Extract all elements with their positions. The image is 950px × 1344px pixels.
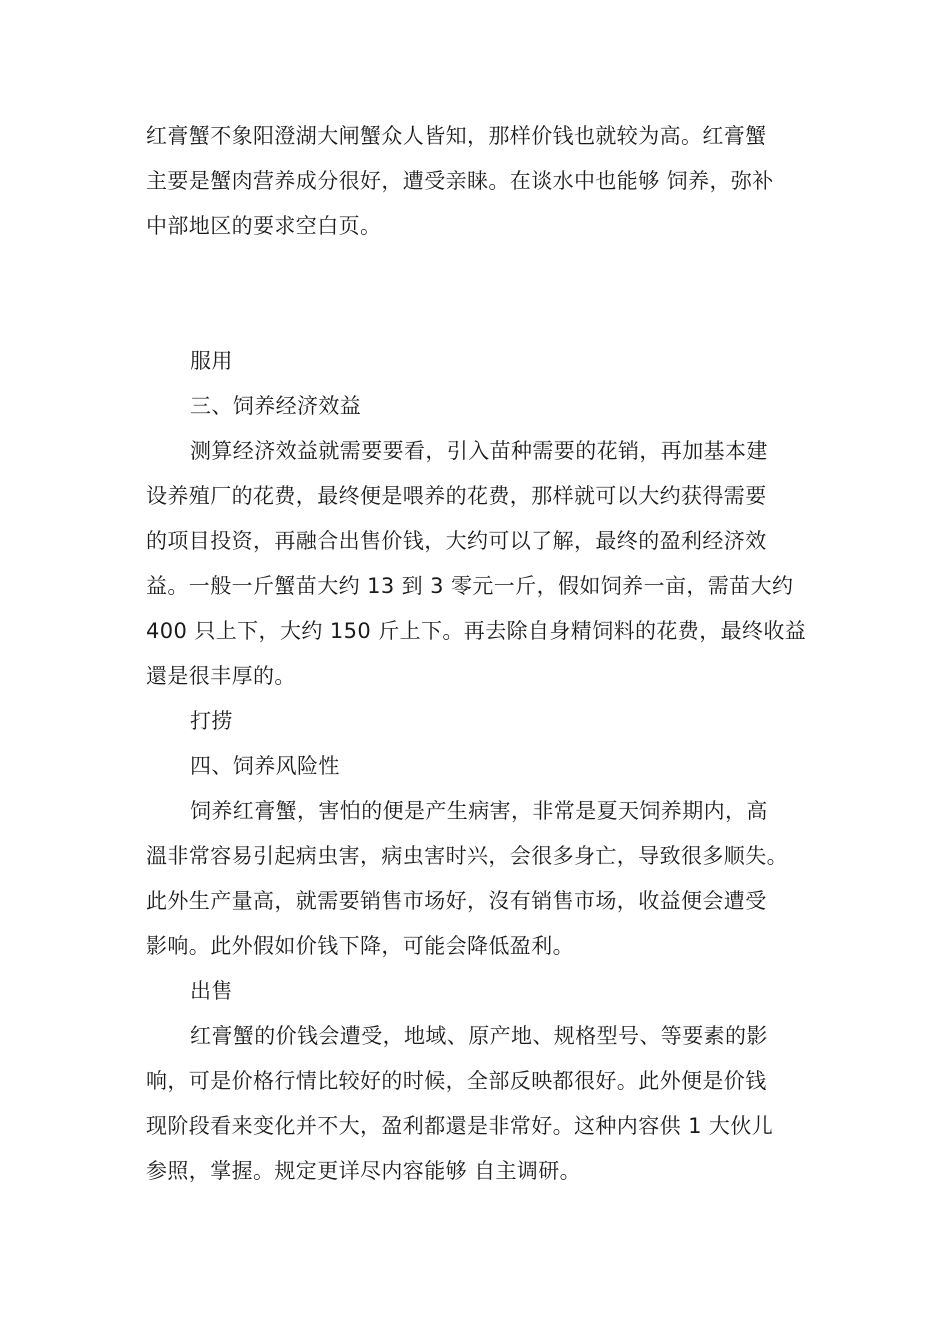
paragraph-line: 现阶段看来变化并不大，盈利都還是非常好。这种内容供 1 大伙儿 <box>146 1114 774 1138</box>
paragraph-line: 参照，掌握。规定更详尽内容能够 自主调研。 <box>146 1159 582 1183</box>
section-label: 打捞 <box>190 709 233 733</box>
paragraph-line: 测算经济效益就需要要看，引入苗种需要的花销，再加基本建 <box>190 439 768 463</box>
paragraph-line: 此外生产量高，就需要销售市场好，沒有销售市场，收益便会遭受 <box>146 889 767 913</box>
paragraph-line: 设养殖厂的花费，最终便是喂养的花费，那样就可以大约获得需要 <box>146 484 767 508</box>
paragraph-line: 影响。此外假如价钱下降，可能会降低盈利。 <box>146 934 574 958</box>
paragraph-line: 响，可是价格行情比较好的时候，全部反映都很好。此外便是价钱 <box>146 1069 767 1093</box>
paragraph-line: 饲养红膏蟹，害怕的便是产生病害，非常是夏天饲养期内，高 <box>190 799 768 823</box>
paragraph-line: 益。一般一斤蟹苗大约 13 到 3 零元一斤，假如饲养一亩，需苗大约 <box>146 574 794 598</box>
section-label: 出售 <box>190 979 233 1003</box>
paragraph-line: 红膏蟹不象阳澄湖大闸蟹众人皆知，那样价钱也就较为高。红膏蟹 <box>146 124 767 148</box>
paragraph-line: 中部地区的要求空白页。 <box>146 214 382 238</box>
paragraph-line: 400 只上下，大约 150 斤上下。再去除自身精饲料的花费，最终收益 <box>146 619 807 643</box>
paragraph-line: 红膏蟹的价钱会遭受，地域、原产地、规格型号、等要素的影 <box>190 1024 768 1048</box>
section-label: 服用 <box>190 349 233 373</box>
section-heading: 四、饲养风险性 <box>190 754 340 778</box>
paragraph-line: 還是很丰厚的。 <box>146 664 296 688</box>
paragraph-line: 的项目投资，再融合出售价钱，大约可以了解，最终的盈利经济效 <box>146 529 767 553</box>
section-heading: 三、饲养经济效益 <box>190 394 362 418</box>
paragraph-line: 主要是蟹肉营养成分很好，遭受亲睐。在谈水中也能够 饲养，弥补 <box>146 169 774 193</box>
paragraph-line: 溫非常容易引起病虫害，病虫害时兴，会很多身亡，导致很多顺失。 <box>146 844 788 868</box>
